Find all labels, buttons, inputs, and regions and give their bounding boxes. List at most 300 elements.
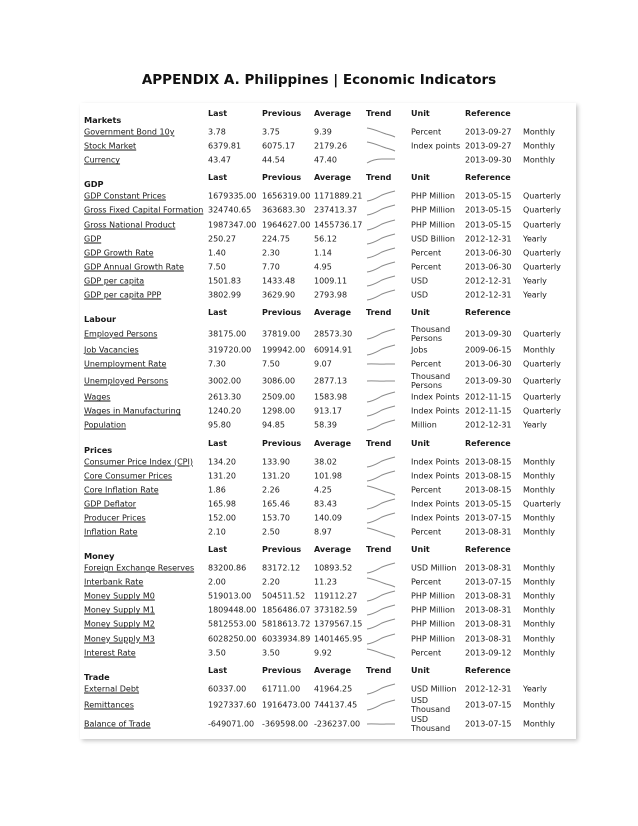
indicator-link[interactable]: Remittances	[84, 700, 134, 710]
sparkline-down-icon	[366, 576, 396, 588]
indicator-link[interactable]: Gross National Product	[84, 220, 176, 230]
unit: Index Points	[411, 457, 460, 467]
previous-value: 7.70	[262, 262, 280, 272]
frequency: Quarterly	[523, 376, 561, 386]
trend-sparkline	[366, 683, 396, 695]
table-row	[80, 246, 576, 260]
average-value: 373182.59	[314, 605, 358, 615]
reference-date: 2013-09-30	[465, 155, 512, 165]
indicator-link[interactable]: GDP	[84, 234, 102, 244]
column-header-reference: Reference	[465, 109, 511, 118]
sparkline-path	[367, 276, 395, 286]
column-header-average: Average	[314, 545, 352, 555]
trend-sparkline	[366, 604, 396, 616]
trend-sparkline	[366, 699, 396, 711]
previous-value: 6075.17	[262, 141, 296, 151]
previous-value: 7.50	[262, 359, 280, 369]
indicator-link[interactable]: Core Consumer Prices	[84, 471, 173, 481]
sparkline-path	[367, 471, 395, 481]
column-header-average: Average	[314, 438, 352, 448]
last-value: 38175.00	[208, 329, 247, 339]
last-value: -649071.00	[208, 719, 255, 729]
unit: Jobs	[411, 345, 428, 355]
sparkline-path	[367, 420, 395, 430]
sparkline-path	[367, 634, 395, 644]
sparkline-path	[367, 649, 395, 658]
table-row	[80, 483, 576, 497]
last-value: 6028250.00	[208, 634, 257, 644]
last-value: 1809448.00	[208, 605, 257, 615]
unit: USD Million	[411, 684, 457, 694]
sparkline-path	[367, 406, 395, 416]
average-value: 1455736.17	[314, 220, 363, 230]
trend-sparkline	[366, 375, 396, 387]
column-header-average: Average	[314, 109, 352, 118]
last-value: 60337.00	[208, 684, 247, 694]
reference-date: 2013-08-15	[465, 457, 512, 467]
sparkline-up-icon	[366, 247, 396, 259]
frequency: Yearly	[523, 290, 547, 300]
average-value: 47.40	[314, 155, 337, 165]
previous-value: 61711.00	[262, 684, 301, 694]
sparkline-path	[367, 486, 395, 495]
sparkline-path	[367, 591, 395, 601]
indicator-link[interactable]: Money Supply M2	[84, 619, 155, 629]
sparkline-path	[367, 345, 395, 355]
last-value: 2.10	[208, 527, 226, 537]
last-value: 324740.65	[208, 205, 252, 215]
average-value: 140.09	[314, 513, 342, 523]
indicator-link[interactable]: Wages	[84, 392, 111, 402]
previous-value: 1856486.07	[262, 605, 311, 615]
indicator-link[interactable]: Consumer Price Index (CPI)	[84, 457, 193, 467]
table-row	[80, 324, 576, 343]
frequency: Quarterly	[523, 406, 561, 416]
column-header-unit: Unit	[411, 173, 430, 183]
last-value: 2.00	[208, 577, 226, 587]
indicator-link[interactable]: Gross Fixed Capital Formation	[84, 205, 204, 215]
table-row	[80, 646, 576, 660]
sparkline-path	[367, 528, 395, 537]
unit: USD	[411, 290, 429, 300]
unit: Percent	[411, 648, 442, 658]
average-value: 101.98	[314, 471, 342, 481]
table-row	[80, 575, 576, 589]
column-header-previous: Previous	[262, 545, 302, 555]
section-header	[80, 167, 576, 189]
indicator-link[interactable]: Government Bond 10y	[84, 127, 175, 137]
frequency: Quarterly	[523, 191, 561, 201]
unit: Index points	[411, 141, 461, 151]
sparkline-path	[367, 578, 395, 587]
sparkline-up-icon	[366, 391, 396, 403]
unit: Index Points	[411, 406, 460, 416]
sparkline-path	[367, 499, 395, 509]
average-value: 83.43	[314, 499, 337, 509]
unit: PHP Million	[411, 619, 455, 629]
column-header-average: Average	[314, 665, 352, 675]
sparkline-up-icon	[366, 190, 396, 202]
frequency: Monthly	[523, 141, 556, 151]
previous-value: 5818613.72	[262, 619, 311, 629]
column-header-last: Last	[208, 308, 228, 318]
last-value: 95.80	[208, 420, 231, 430]
average-value: 41964.25	[314, 684, 353, 694]
indicator-link[interactable]: Population	[84, 420, 127, 430]
frequency: Monthly	[523, 471, 556, 481]
frequency: Monthly	[523, 619, 556, 629]
unit: PHP Million	[411, 205, 455, 215]
unit: Percent	[411, 127, 442, 137]
column-header-trend: Trend	[366, 308, 392, 318]
trend-sparkline	[366, 328, 396, 340]
trend-sparkline	[366, 344, 396, 356]
reference-date: 2012-11-15	[465, 392, 512, 402]
frequency: Quarterly	[523, 248, 561, 258]
average-value: 4.95	[314, 262, 332, 272]
frequency: Yearly	[523, 234, 547, 244]
indicator-link[interactable]: Wages in Manufacturing	[84, 406, 181, 416]
last-value: 519013.00	[208, 591, 252, 601]
frequency: Monthly	[523, 605, 556, 615]
previous-value: -369598.00	[262, 719, 309, 729]
frequency: Monthly	[523, 563, 556, 573]
sparkline-flat-icon	[366, 718, 396, 730]
reference-date: 2012-11-15	[465, 406, 512, 416]
table-row	[80, 203, 576, 217]
previous-value: 2.26	[262, 485, 280, 495]
last-value: 3002.00	[208, 376, 242, 386]
reference-date: 2012-12-31	[465, 290, 512, 300]
frequency: Monthly	[523, 457, 556, 467]
frequency: Monthly	[523, 155, 556, 165]
trend-sparkline	[366, 484, 396, 496]
column-header-last: Last	[208, 438, 228, 448]
sparkline-path	[367, 563, 395, 573]
sparkline-path	[367, 684, 395, 694]
unit: Index Points	[411, 513, 460, 523]
last-value: 1240.20	[208, 406, 242, 416]
sparkline-up-icon	[366, 562, 396, 574]
trend-sparkline	[366, 391, 396, 403]
column-header-previous: Previous	[262, 173, 302, 183]
indicator-link[interactable]: Job Vacancies	[84, 345, 139, 355]
reference-date: 2013-05-15	[465, 191, 512, 201]
indicator-link[interactable]: Money Supply M3	[84, 634, 155, 644]
last-value: 1987347.00	[208, 220, 257, 230]
indicator-link[interactable]: Interest Rate	[84, 648, 136, 658]
section-labour	[80, 302, 576, 432]
column-header-previous: Previous	[262, 308, 302, 318]
trend-sparkline	[366, 358, 396, 370]
sparkline-up-icon	[366, 233, 396, 245]
trend-sparkline	[366, 219, 396, 231]
frequency: Monthly	[523, 345, 556, 355]
last-value: 6379.81	[208, 141, 242, 151]
average-value: 1583.98	[314, 392, 348, 402]
sparkline-path	[367, 262, 395, 272]
section-title: GDP	[84, 179, 104, 190]
indicator-link[interactable]: Unemployed Persons	[84, 376, 169, 386]
sparkline-path	[367, 234, 395, 244]
average-value: 9.92	[314, 648, 332, 658]
previous-value: 2.20	[262, 577, 280, 587]
last-value: 5812553.00	[208, 619, 257, 629]
reference-date: 2013-09-27	[465, 141, 512, 151]
trend-sparkline	[366, 233, 396, 245]
reference-date: 2013-05-15	[465, 220, 512, 230]
unit: Index Points	[411, 392, 460, 402]
sparkline-flat-icon	[366, 375, 396, 387]
indicator-link[interactable]: GDP Deflator	[84, 499, 137, 509]
reference-date: 2012-12-31	[465, 276, 512, 286]
table-row	[80, 390, 576, 404]
column-header-trend: Trend	[366, 665, 392, 675]
table-row	[80, 617, 576, 631]
previous-value: 83172.12	[262, 563, 301, 573]
column-header-unit: Unit	[411, 545, 430, 555]
trend-sparkline	[366, 275, 396, 287]
trend-sparkline	[366, 590, 396, 602]
unit: Million	[411, 420, 437, 430]
reference-date: 2013-06-30	[465, 262, 512, 272]
table-row	[80, 418, 576, 432]
previous-value: 94.85	[262, 420, 285, 430]
trend-sparkline	[366, 405, 396, 417]
column-header-reference: Reference	[465, 545, 511, 555]
indicator-link[interactable]: GDP Annual Growth Rate	[84, 262, 184, 272]
column-header-average: Average	[314, 308, 352, 318]
indicator-link[interactable]: Interbank Rate	[84, 577, 144, 587]
indicator-link[interactable]: Stock Market	[84, 141, 137, 151]
indicator-link[interactable]: Foreign Exchange Reserves	[84, 563, 195, 573]
sparkline-up-icon	[366, 633, 396, 645]
unit: PHP Million	[411, 220, 455, 230]
reference-date: 2013-09-30	[465, 376, 512, 386]
column-header-trend: Trend	[366, 173, 392, 183]
frequency: Quarterly	[523, 205, 561, 215]
indicator-link[interactable]: External Debt	[84, 684, 140, 694]
sparkline-up-icon	[366, 261, 396, 273]
table-row	[80, 561, 576, 575]
section-title: Markets	[84, 115, 122, 125]
frequency: Monthly	[523, 634, 556, 644]
table-row	[80, 632, 576, 646]
trend-sparkline	[366, 498, 396, 510]
unit: PHP Million	[411, 605, 455, 615]
reference-date: 2013-07-15	[465, 700, 512, 710]
previous-value: 131.20	[262, 471, 290, 481]
trend-sparkline	[366, 576, 396, 588]
indicator-link[interactable]: Producer Prices	[84, 513, 146, 523]
trend-sparkline	[366, 190, 396, 202]
frequency: Monthly	[523, 127, 556, 137]
unit: PHP Million	[411, 634, 455, 644]
indicator-link[interactable]: GDP Growth Rate	[84, 248, 154, 258]
last-value: 43.47	[208, 155, 231, 165]
average-value: 60914.91	[314, 345, 353, 355]
section-gdp	[80, 167, 576, 302]
column-header-reference: Reference	[465, 173, 511, 183]
reference-date: 2013-08-15	[465, 485, 512, 495]
unit: Percent	[411, 577, 442, 587]
frequency: Quarterly	[523, 392, 561, 402]
indicator-link[interactable]: Money Supply M0	[84, 591, 155, 601]
column-header-trend: Trend	[366, 545, 392, 555]
indicator-link[interactable]: Employed Persons	[84, 329, 158, 339]
sparkline-path	[367, 513, 395, 523]
sparkline-up-icon	[366, 683, 396, 695]
average-value: 28573.30	[314, 329, 353, 339]
frequency: Monthly	[523, 700, 556, 710]
indicator-link[interactable]: GDP per capita	[84, 276, 145, 286]
previous-value: 2.50	[262, 527, 280, 537]
trend-sparkline	[366, 633, 396, 645]
table-row	[80, 696, 576, 715]
last-value: 250.27	[208, 234, 236, 244]
table-row	[80, 511, 576, 525]
reference-date: 2012-12-31	[465, 684, 512, 694]
average-value: 119112.27	[314, 591, 358, 601]
sparkline-up-icon	[366, 604, 396, 616]
trend-sparkline	[366, 470, 396, 482]
average-value: 2179.26	[314, 141, 348, 151]
sparkline-path	[367, 142, 395, 151]
column-header-last: Last	[208, 665, 228, 675]
previous-value: 2.30	[262, 248, 280, 258]
last-value: 131.20	[208, 471, 236, 481]
section-markets	[80, 103, 576, 167]
column-header-trend: Trend	[366, 109, 392, 118]
sparkline-path	[367, 290, 395, 300]
trend-sparkline	[366, 618, 396, 630]
average-value: 10893.52	[314, 563, 353, 573]
last-value: 7.30	[208, 359, 226, 369]
unit: USD Thousand	[411, 715, 451, 734]
reference-date: 2013-06-30	[465, 359, 512, 369]
average-value: 1401465.95	[314, 634, 363, 644]
frequency: Monthly	[523, 577, 556, 587]
trend-sparkline	[366, 126, 396, 138]
sparkline-up-icon	[366, 470, 396, 482]
reference-date: 2013-08-31	[465, 591, 512, 601]
column-header-reference: Reference	[465, 665, 511, 675]
table-row	[80, 603, 576, 617]
previous-value: 1656319.00	[262, 191, 311, 201]
average-value: 11.23	[314, 577, 337, 587]
section-money	[80, 539, 576, 660]
unit: Percent	[411, 485, 442, 495]
table-row	[80, 715, 576, 734]
table-row	[80, 343, 576, 357]
last-value: 1679335.00	[208, 191, 257, 201]
indicator-link[interactable]: Currency	[84, 155, 121, 165]
previous-value: 224.75	[262, 234, 290, 244]
reference-date: 2013-09-12	[465, 648, 512, 658]
section-title: Prices	[84, 444, 113, 455]
unit: USD	[411, 276, 429, 286]
frequency: Quarterly	[523, 359, 561, 369]
average-value: 38.02	[314, 457, 337, 467]
table-row	[80, 525, 576, 539]
average-value: 9.39	[314, 127, 332, 137]
frequency: Yearly	[523, 684, 547, 694]
frequency: Quarterly	[523, 499, 561, 509]
page-title: APPENDIX A. Philippines | Economic Indicators	[141, 72, 497, 88]
table-row	[80, 260, 576, 274]
previous-value: 6033934.89	[262, 634, 311, 644]
last-value: 3.50	[208, 648, 226, 658]
sparkline-up-icon	[366, 289, 396, 301]
reference-date: 2009-06-15	[465, 345, 512, 355]
sparkline-up-icon	[366, 456, 396, 468]
unit: PHP Million	[411, 591, 455, 601]
average-value: 9.07	[314, 359, 332, 369]
previous-value: 1298.00	[262, 406, 296, 416]
sparkline-up-icon	[366, 204, 396, 216]
previous-value: 44.54	[262, 155, 285, 165]
sparkline-path	[367, 128, 395, 137]
indicator-link[interactable]: Inflation Rate	[84, 527, 138, 537]
trend-sparkline	[366, 562, 396, 574]
previous-value: 3.75	[262, 127, 280, 137]
average-value: 2877.13	[314, 376, 348, 386]
unit: Percent	[411, 359, 442, 369]
indicator-link[interactable]: Money Supply M1	[84, 605, 155, 615]
sparkline-path	[367, 329, 395, 339]
column-header-reference: Reference	[465, 438, 511, 448]
previous-value: 153.70	[262, 513, 290, 523]
table-row	[80, 455, 576, 469]
trend-sparkline	[366, 247, 396, 259]
column-header-unit: Unit	[411, 308, 430, 318]
last-value: 83200.86	[208, 563, 247, 573]
last-value: 319720.00	[208, 345, 252, 355]
frequency: Quarterly	[523, 262, 561, 272]
sparkline-down-icon	[366, 647, 396, 659]
indicator-link[interactable]: Balance of Trade	[84, 719, 151, 729]
unit: USD Billion	[411, 234, 455, 244]
unit: PHP Million	[411, 191, 455, 201]
previous-value: 133.90	[262, 457, 290, 467]
previous-value: 199942.00	[262, 345, 306, 355]
indicator-link[interactable]: GDP Constant Prices	[84, 191, 166, 201]
sparkline-up-flat-icon	[366, 154, 396, 166]
indicator-link[interactable]: GDP per capita PPP	[84, 290, 162, 300]
reference-date: 2013-07-15	[465, 577, 512, 587]
table-row	[80, 189, 576, 203]
column-header-trend: Trend	[366, 438, 392, 448]
frequency: Monthly	[523, 527, 556, 537]
reference-date: 2013-08-31	[465, 527, 512, 537]
table-row	[80, 589, 576, 603]
column-header-previous: Previous	[262, 665, 302, 675]
section-header	[80, 103, 576, 125]
indicator-link[interactable]: Unemployment Rate	[84, 359, 167, 369]
unit: Index Points	[411, 499, 460, 509]
unit: USD Thousand	[411, 696, 451, 715]
trend-sparkline	[366, 261, 396, 273]
table-row	[80, 125, 576, 139]
indicator-link[interactable]: Core Inflation Rate	[84, 485, 159, 495]
trend-sparkline	[366, 718, 396, 730]
average-value: 237413.37	[314, 205, 358, 215]
sparkline-down-icon	[366, 484, 396, 496]
previous-value: 37819.00	[262, 329, 301, 339]
sparkline-up-icon	[366, 498, 396, 510]
sparkline-up-icon	[366, 699, 396, 711]
trend-sparkline	[366, 456, 396, 468]
